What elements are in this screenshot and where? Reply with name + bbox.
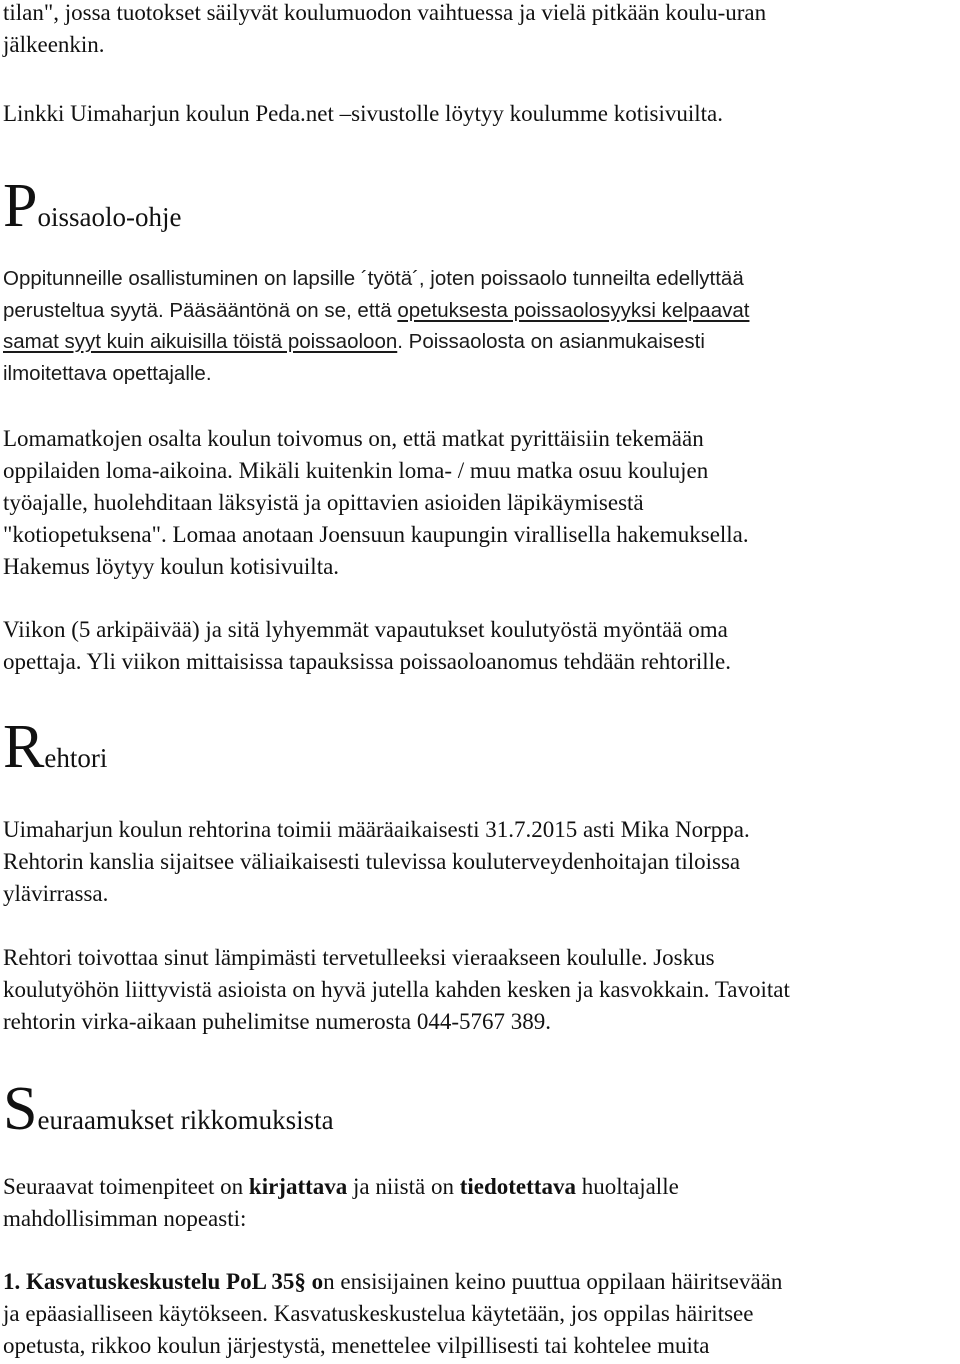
text-line: ilmoitettava opettajalle. xyxy=(3,361,212,385)
text-line xyxy=(3,326,958,358)
text-line: Rehtorin kanslia sijaitsee väliaikaisesti tulevissa kouluterveydenhoitajan tiloissa xyxy=(3,849,741,874)
text-span: n ensisijainen keino puuttua oppilaan häiritsevään xyxy=(323,1269,783,1294)
underlined-text: samat syyt kuin aikuisilla töistä poissaoloon xyxy=(3,330,398,353)
bold-text: kirjattava xyxy=(248,1174,348,1199)
text-line: opetusta, rikkoo koulun järjestystä, menettelee vilpillisesti tai kohtelee muita xyxy=(3,1333,710,1358)
intro-paragraph xyxy=(3,0,958,61)
text-line: opettaja. Yli viikon mittaisissa tapauksissa poissaoloanomus tehdään rehtorille. xyxy=(3,649,731,674)
text-line: oppilaiden loma-aikoina. Mikäli kuitenkin loma- / muu matka osuu koulujen xyxy=(3,458,709,483)
principal-paragraph-1 xyxy=(3,814,958,910)
peda-link-text: Linkki Uimaharjun koulun Peda.net –sivustolle löytyy koulumme kotisivuilta. xyxy=(3,101,723,126)
text-line: Oppitunneille osallistuminen on lapsille ´työtä´, joten poissaolo tunneilta edellyttää xyxy=(3,267,744,290)
text-line: ylävirrassa. xyxy=(3,881,109,906)
heading-initial: P xyxy=(3,172,38,240)
text-line xyxy=(3,1171,958,1203)
text-line: Rehtori toivottaa sinut lämpimästi tervetulleeksi vieraakseen koululle. Joskus xyxy=(3,945,715,970)
consequences-paragraph-1 xyxy=(3,1171,958,1235)
heading-rest: oissaolo-ohje xyxy=(37,202,182,232)
absence-paragraph-3 xyxy=(3,614,958,678)
heading-rest: ehtori xyxy=(44,743,108,773)
text-span: . Poissaolosta on asianmukaisesti xyxy=(397,330,705,353)
text-span: perusteltua syytä. Pääsääntönä on se, että xyxy=(3,298,398,322)
text-span: ja niistä on xyxy=(347,1174,460,1199)
principal-paragraph-2 xyxy=(3,942,958,1038)
underlined-text: opetuksesta poissaolosyyksi kelpaavat xyxy=(397,298,750,322)
heading-initial: S xyxy=(3,1075,38,1143)
intro-line: tilan", jossa tuotokset säilyvät koulumuodon vaihtuessa ja vielä pitkään koulu-uran xyxy=(3,0,767,25)
text-line: koulutyöhön liittyvistä asioista on hyvä jutella kahden kesken ja kasvokkain. Tavoitat xyxy=(3,977,790,1002)
text-line: Uimaharjun koulun rehtorina toimii määräaikaisesti 31.7.2015 asti Mika Norppa. xyxy=(3,817,750,842)
text-line: rehtorin virka-aikaan puhelimitse numerosta 044-5767 389. xyxy=(3,1009,552,1034)
absence-paragraph-1 xyxy=(3,263,958,389)
text-line: mahdollisimman nopeasti: xyxy=(3,1206,247,1231)
text-line xyxy=(3,295,958,327)
text-line: työajalle, huolehditaan läksyistä ja opittavien asioiden läpikäymisestä xyxy=(3,490,644,515)
principal-heading xyxy=(3,713,958,781)
peda-link-paragraph xyxy=(3,98,958,130)
absence-heading xyxy=(3,172,958,240)
text-line: ja epäasialliseen käytökseen. Kasvatuskeskustelua käytetään, jos oppilas häiritsee xyxy=(3,1301,754,1326)
consequences-item-1 xyxy=(3,1266,958,1362)
text-line: "kotiopetuksena". Lomaa anotaan Joensuun kaupungin virallisella hakemuksella. xyxy=(3,522,749,547)
consequences-heading xyxy=(3,1075,958,1143)
bold-text: tiedotettava xyxy=(459,1174,576,1199)
intro-line: jälkeenkin. xyxy=(3,32,105,57)
item-title: 1. Kasvatuskeskustelu PoL 35§ o xyxy=(3,1269,324,1294)
text-line: Hakemus löytyy koulun kotisivuilta. xyxy=(3,554,340,579)
text-line: Lomamatkojen osalta koulun toivomus on, että matkat pyrittäisiin tekemään xyxy=(3,426,704,451)
text-span: Seuraavat toimenpiteet on xyxy=(3,1174,249,1199)
text-span: huoltajalle xyxy=(575,1174,679,1199)
text-line: Viikon (5 arkipäivää) ja sitä lyhyemmät vapautukset koulutyöstä myöntää oma xyxy=(3,617,728,642)
text-line xyxy=(3,1266,958,1298)
absence-paragraph-2 xyxy=(3,423,958,583)
heading-initial: R xyxy=(3,713,45,781)
heading-rest: euraamukset rikkomuksista xyxy=(37,1105,334,1135)
